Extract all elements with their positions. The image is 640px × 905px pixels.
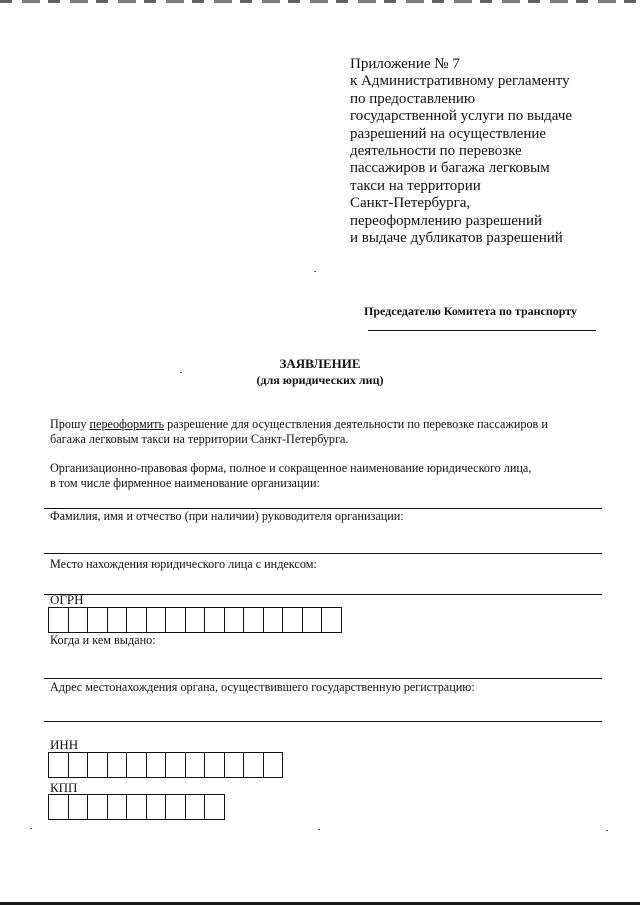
- head-name-fill-line[interactable]: [44, 553, 602, 554]
- appendix-line: деятельности по перевозке: [350, 143, 522, 160]
- inn-label: ИНН: [50, 737, 79, 752]
- scan-speck: [606, 830, 608, 831]
- document-title: ЗАЯВЛЕНИЕ: [279, 356, 361, 371]
- appendix-line: пассажиров и багажа легковым: [350, 160, 550, 177]
- reg-address-fill-line[interactable]: [44, 721, 602, 722]
- appendix-header: [350, 56, 630, 247]
- ogrn-digit-cell[interactable]: [321, 607, 342, 633]
- kpp-digit-cell[interactable]: [185, 794, 206, 820]
- inn-digit-cell[interactable]: [243, 752, 264, 778]
- request-action-underlined: переоформить: [89, 417, 165, 431]
- inn-digit-cell[interactable]: [68, 752, 89, 778]
- addressee-label: Председателю Комитета по транспорту: [364, 304, 578, 318]
- location-label: Место нахождения юридического лица с индексом:: [50, 557, 317, 571]
- kpp-digit-cell[interactable]: [87, 794, 108, 820]
- ogrn-digit-cell[interactable]: [165, 607, 186, 633]
- kpp-digit-cell[interactable]: [48, 794, 69, 820]
- kpp-digit-cell[interactable]: [126, 794, 147, 820]
- appendix-line: по предоставлению: [350, 90, 476, 107]
- issued-by-fill-line[interactable]: [44, 678, 602, 679]
- inn-digit-cell[interactable]: [87, 752, 108, 778]
- appendix-line: переоформлению разрешений: [350, 212, 543, 229]
- appendix-line: разрешений на осуществление: [350, 125, 547, 142]
- inn-digit-cell[interactable]: [165, 752, 186, 778]
- inn-digit-cell[interactable]: [224, 752, 245, 778]
- inn-digit-cell[interactable]: [263, 752, 284, 778]
- scan-speck: [30, 828, 32, 829]
- inn-digit-cell[interactable]: [146, 752, 167, 778]
- ogrn-cells[interactable]: [48, 607, 341, 633]
- request-rest: разрешение для осуществления деятельности по перевозке пассажиров и: [164, 417, 548, 431]
- request-line-2: багажа легковым такси на территории Санкт-Петербурга.: [50, 432, 349, 446]
- org-form-line-2: в том числе фирменное наименование организации:: [50, 476, 320, 490]
- appendix-line: Санкт-Петербурга,: [350, 195, 471, 212]
- appendix-line: к Административному регламенту: [350, 73, 570, 90]
- ogrn-digit-cell[interactable]: [282, 607, 303, 633]
- ogrn-digit-cell[interactable]: [224, 607, 245, 633]
- reg-address-label: Адрес местонахождения органа, осуществившего государственную регистрацию:: [50, 680, 475, 694]
- inn-digit-cell[interactable]: [185, 752, 206, 778]
- addressee-fill-line[interactable]: [368, 330, 596, 331]
- kpp-digit-cell[interactable]: [68, 794, 89, 820]
- inn-cells[interactable]: [48, 752, 282, 778]
- ogrn-digit-cell[interactable]: [302, 607, 323, 633]
- issued-by-label: Когда и кем выдано:: [50, 633, 156, 647]
- kpp-digit-cell[interactable]: [107, 794, 128, 820]
- request-line-1: [50, 417, 548, 432]
- request-prefix: Прошу: [50, 417, 90, 431]
- inn-digit-cell[interactable]: [204, 752, 225, 778]
- kpp-digit-cell[interactable]: [146, 794, 167, 820]
- scan-speck: [314, 271, 316, 272]
- kpp-cells[interactable]: [48, 794, 224, 820]
- appendix-line: и выдаче дубликатов разрешений: [350, 230, 563, 247]
- org-form-line-1: Организационно-правовая форма, полное и сокращенное наименование юридического лица,: [50, 461, 532, 475]
- scan-top-edge: [0, 0, 640, 3]
- appendix-line: Приложение № 7: [350, 56, 460, 72]
- appendix-line: такси на территории: [350, 177, 481, 194]
- ogrn-digit-cell[interactable]: [107, 607, 128, 633]
- ogrn-digit-cell[interactable]: [126, 607, 147, 633]
- ogrn-digit-cell[interactable]: [243, 607, 264, 633]
- ogrn-digit-cell[interactable]: [146, 607, 167, 633]
- inn-digit-cell[interactable]: [48, 752, 69, 778]
- ogrn-digit-cell[interactable]: [87, 607, 108, 633]
- scan-speck: [318, 829, 320, 830]
- kpp-label: КПП: [50, 780, 78, 795]
- appendix-line: государственной услуги по выдаче: [350, 108, 573, 125]
- inn-digit-cell[interactable]: [126, 752, 147, 778]
- inn-digit-cell[interactable]: [107, 752, 128, 778]
- kpp-digit-cell[interactable]: [204, 794, 225, 820]
- head-name-label: Фамилия, имя и отчество (при наличии) руководителя организации:: [50, 509, 404, 523]
- location-fill-line[interactable]: [44, 594, 602, 595]
- ogrn-digit-cell[interactable]: [185, 607, 206, 633]
- ogrn-label: ОГРН: [50, 592, 84, 607]
- ogrn-digit-cell[interactable]: [68, 607, 89, 633]
- ogrn-digit-cell[interactable]: [204, 607, 225, 633]
- ogrn-digit-cell[interactable]: [263, 607, 284, 633]
- kpp-digit-cell[interactable]: [165, 794, 186, 820]
- ogrn-digit-cell[interactable]: [48, 607, 69, 633]
- document-subtitle: (для юридических лиц): [256, 373, 384, 387]
- scan-speck: [180, 372, 182, 373]
